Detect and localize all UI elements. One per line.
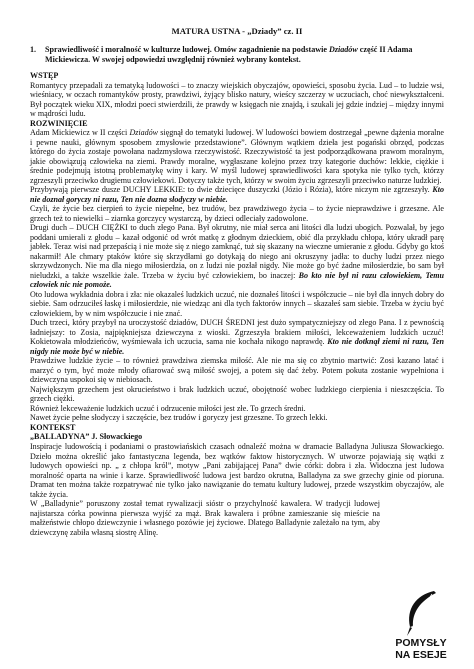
section-heading-intro: WSTĘP xyxy=(30,71,59,81)
paragraph-7: Prawdziwe ludzkie życie – to również prawdziwa ziemska miłość. Ale nie ma się co zbytnio martwić: Zosi kazano latać i marzyć o tym, być może młody ofiarować swą miłość swojej, a potem się dać żeby. Potem pokuta zostanie wypełniona i dziewczyna uspokoi się w niebiosach. xyxy=(30,356,444,385)
question-text xyxy=(45,45,444,64)
paragraph-12: W „Balladynie” poruszony został temat rywalizacji sióstr o przychylność kawalera. W tradycji ludowej najistarsza córka powinna pierwsza wyjść za mąż. Brak kawalera i próbne zamieszanie się mieście na małżeństwie chłopo dziewczynie i własnego pozówie jej życiowe. Dlatego Balladynie zależało na tym, aby dziewczynę zabiła własną siostrę Alinę. xyxy=(30,499,380,537)
paragraph-4 xyxy=(30,223,444,290)
paragraph-11: Inspiracje ludowością i podaniami o prastowiańskich czasach odnaleźć można w dramacie Balladyna Juliusza Słowackiego. Dzieło można określić jako fantastyczna legenda, bez wątków faktow historycznych. W utworze pojawiają się wątki z ludowych opowieści np. „ z chłopa król”, motyw „Pani zabijającej Pana” dwie córki: dobra i zła. Widoczna jest ludowa moralność oparta na winie i karze. Sprawiedliwość ludowa jest bardzo okrutna, Balladyna za swe grzechy ginie od pioruna. Dramat ten można także rozpatrywać nie tylko jako nawiązanie do tematu kultury ludowej, przede wszystkim obyczajów, ale także życia. xyxy=(30,442,444,499)
question-number: 1. xyxy=(30,45,37,54)
paragraph-6 xyxy=(30,318,444,356)
section-heading-development: ROZWINIĘCIE xyxy=(30,118,88,128)
paragraph-2 xyxy=(30,185,444,204)
question-text-start: Sprawiedliwość i moralność w kulturze ludowej. Omów zagadnienie na podstawie xyxy=(45,45,329,54)
page-title: MATURA USTNA - „Dziady” cz. II xyxy=(171,26,303,36)
section-heading-context: KONTEKST xyxy=(30,422,76,432)
logo-line-2: NA ESEJE xyxy=(395,649,447,661)
paragraph-9: Również lekceważenie ludzkich uczuć i odrzucenie miłości jest złe. To grzech średni. xyxy=(30,403,306,413)
paragraph-4-start: Drugi duch – DUCH CIĘŻKI to duch złego Pana. Był okrutny, nie miał serca ani litości dla ludzi ubogich. Pozwalał, by jego poddani umierali z głodu – kazał odgonić od wrót matkę z głodnym dzieckiem, obić dla przykładu chłopa, który ukradł parę jabłek. Teraz wisi nad przepaścią i nie może się z niego zamknąć, tuż się skazany na wieczne umieranie z głodu. Gdyby go ktoś nakarmił! Ale chmary ptaków które się skrzydłami go dotykają do niego ani okruszyny jadła: to duchy ludzi przez niego skrzywdzonych. Nie ma dla niego miłosierdzia, on z ludzi nie pozłał nigdy. Nie może go być żadne miłosierdzie, bo sam był nieludzki, a także wszelkie żale. Trzeba w życiu być człowiekiem, bo inaczej: xyxy=(30,223,444,280)
paragraph-4-quote: Bo kto nie był ni razu człowiekiem, Temu człowiek nic nie pomoże. xyxy=(30,270,444,290)
paragraph-1-end: sięgnął do tematyki ludowej. W ludowości bowiem dostrzegał „pewne dążenia moralne i pewne nauki, głównym sposobem zmysłowie przedstawione”. Głównym wątkiem dzieła jest pogański obrzęd, podczas którego do życia zostaje powołana nadzmysłowa rzeczywistość. Rzeczywistość ta jest podporządkowana prawom moralnym, jakie obowiązują człowieka na ziemi. Prawdy moralne, wygłaszane kolejno przez trzy kategorie duchów: lekkie, ciężkie i średnie podejmują istotną problematykę winy i kary. W myśl ludowej sprawiedliwości kara spotyka nie tylko tych, którzy zgrzeszyli przeciwko drugiemu człowiekowi. Dotyczy także tych, którzy w swoim życiu zgrzeszyli przeciwko naturze ludzkiej. xyxy=(30,128,444,185)
paragraph-2-quote: Kto nie doznał goryczy ni razu, Ten nie dozna słodyczy w niebie. xyxy=(30,185,444,204)
paragraph-2-start: Przybywają pierwsze dusze DUCHY LEKKIE: to dwie dziecięce duszyczki (Józio i Rózia), które niczym nie zgrzeszyły. xyxy=(30,185,433,195)
paragraph-1-start: Adam Mickiewicz w II części xyxy=(30,128,130,138)
paragraph-5: Oto ludowa wykładnia dobra i zła: nie okazaleś ludzkich uczuć, nie doznałeś litości i współczucie – nie był dla innych dobry do siebie. Sam odrzuciłeś łaskę i miłosierdzie, nie wiedząc ani dla tych faktorów innych – skazałeś sam siebie. Trzeba w życiu być człowiekiem, by w nim współczucie i nie znać. xyxy=(30,289,444,318)
paragraph-8: Największym grzechem jest okrucieństwo i brak ludzkich uczuć, obojętność wobec ludzkiego cierpienia i nieszczęścia. To grzech ciężki. xyxy=(30,384,444,404)
quill-icon xyxy=(386,589,456,639)
paragraph-10: Nawet życie pełne słodyczy i szczęście, bez trudów i goryczy jest grzeszne. To grzech lekki. xyxy=(30,413,328,423)
question-text-italic: Dziadów xyxy=(328,45,358,54)
paragraph-6-quote: Kto nie dotknął ziemi ni razu, Ten nigdy nie może być w niebie. xyxy=(30,337,444,356)
paragraph-3: Czyli, że życie bez cierpień to życie niepełne, bez trudów, bez prawdziwego życia – to życie nieprawdziwe i grzeszne. Ale grzech też to niewielki – ziarnka gorczycy wystarczą, by dzieci odleciały zadowolone. xyxy=(30,204,444,223)
paragraph-1-italic: Dziadów xyxy=(129,128,159,138)
context-subheading: „BALLADYNA” J. Słowackiego xyxy=(30,432,143,442)
paragraph-6-start: Duch trzeci, który przybył na uroczystość dziadów, DUCH ŚREDNI jest dużo sympatyczniejszy od złego Pana. I z pewnością ładniejszy: to Zosia, najpiękniejsza dziewczyna z wioski. Zgrzeszyła brakiem miłości, lekceważeniem ludzkich uczuć! Kokietowała młodzieńców, wyśmiewała ich uczucia, sama nie kochała nikogo naprawdę. xyxy=(30,318,444,347)
logo-line-1: POMYSŁY xyxy=(395,637,447,649)
intro-paragraph: Romantycy przepadali za tematyką ludowości – to znaczy wiejskich obyczajów, opowieści, sposobu życia. Lud – to ludzie wsi, wieśniacy, w oczach romantyków prosty, prawdziwi, żyjący blisko natury, wieścy szczerzy w uczuciach, choć niewykształceni. Był początek wieku XIX, młodzi poeci stwierdzili, że prawdy w księgach nie znajdą, i szukali jej gdzie indziej – między innymi w mądrości ludu. xyxy=(30,80,444,119)
paragraph-1 xyxy=(30,128,444,185)
brand-logo xyxy=(386,589,456,659)
question-text-end: część II Adama Mickiewicza. W swojej odpowiedzi uwzględnij również wybrany kontekst. xyxy=(45,45,413,64)
exam-question xyxy=(30,45,444,64)
